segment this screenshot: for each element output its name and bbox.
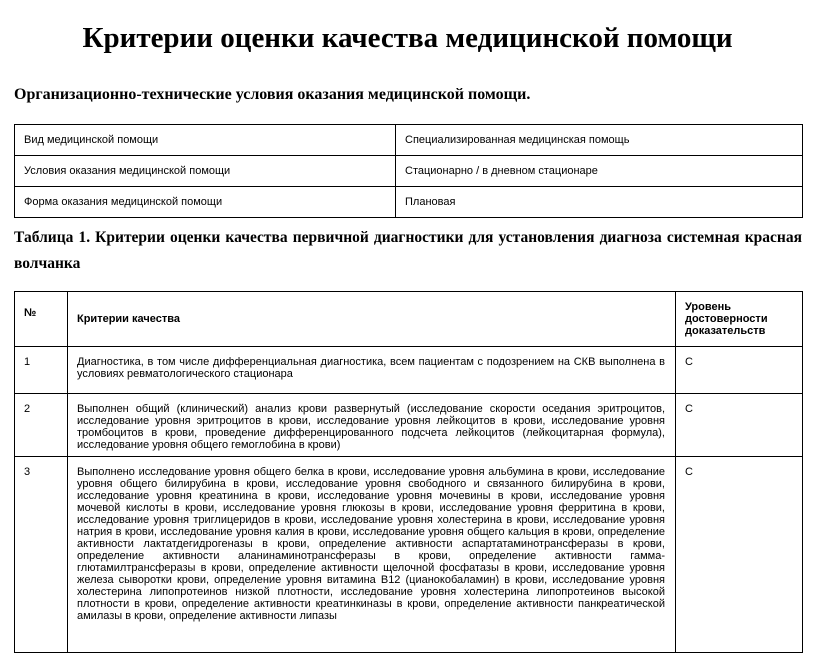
conditions-row — [15, 187, 803, 218]
conditions-value: Специализированная медицинская помощь — [396, 125, 803, 156]
table-row — [15, 347, 803, 394]
conditions-label: Форма оказания медицинской помощи — [15, 187, 396, 218]
conditions-label: Условия оказания медицинской помощи — [15, 156, 396, 187]
row-evidence-level: С — [676, 457, 803, 653]
row-criteria-text: Выполнено исследование уровня общего белка в крови, исследование уровня альбумина в крови, исследование уровня общего билирубина в крови, исследование уровня свободного и связанного билирубина в крови, исследование уровня креатинина в крови, исследование уровня мочевины в крови, исследование уровня мочевой кислоты в крови, исследование уровня глюкозы в крови, исследование уровня ферритина в крови, исследование уровня триглицеридов в крови, исследование уровня холестерина в крови, исследование уровня натрия в крови, исследование уровня калия в крови, исследование уровня общего кальция в крови, определение активности лактатдегидрогеназы в крови, определение активности аспартатаминотрансферазы в крови, определение активности аланинаминотрансферазы в крови, определение активности гамма-глютамилтрансферазы в крови, определение активности щелочной фосфатазы в крови, исследование уровня железа сыворотки крови, определение уровня витамина В12 (цианокобаламин) в крови, исследование уровня холестерина липопротеинов низкой плотности, исследование уровня холестерина липопротеинов высокой плотности в крови, определение активности креатинкиназы в крови, определение активности панкреатической амилазы в крови, определение активности липазы — [68, 457, 676, 653]
header-number: № — [15, 292, 68, 347]
conditions-label: Вид медицинской помощи — [15, 125, 396, 156]
header-evidence-level: Уровень достоверности доказательств — [676, 292, 803, 347]
row-evidence-level: С — [676, 394, 803, 457]
conditions-table — [14, 124, 803, 218]
table-row — [15, 394, 803, 457]
conditions-value: Стационарно / в дневном стационаре — [396, 156, 803, 187]
row-number: 3 — [15, 457, 68, 653]
row-number: 2 — [15, 394, 68, 457]
conditions-row — [15, 125, 803, 156]
table-header-row — [15, 292, 803, 347]
header-criteria: Критерии качества — [68, 292, 676, 347]
row-number: 1 — [15, 347, 68, 394]
section-subtitle: Организационно-технические условия оказания медицинской помощи. — [14, 86, 531, 103]
table-row — [15, 457, 803, 653]
table-caption: Таблица 1. Критерии оценки качества первичной диагностики для установления диагноза системная красная волчанка — [14, 229, 802, 272]
row-criteria-text: Выполнен общий (клинический) анализ крови развернутый (исследование скорости оседания эритроцитов, исследование уровня эритроцитов в крови, исследование уровня лейкоцитов в крови, исследование уровня тромбоцитов в крови, проведение дифференцированного подсчета лейкоцитов (лейкоцитарная формула), исследование уровня общего гемоглобина в крови) — [68, 394, 676, 457]
conditions-row — [15, 156, 803, 187]
row-evidence-level: С — [676, 347, 803, 394]
criteria-table — [14, 291, 803, 653]
row-criteria-text: Диагностика, в том числе дифференциальная диагностика, всем пациентам с подозрением на СКВ выполнена в условиях ревматологического стационара — [68, 347, 676, 394]
conditions-value: Плановая — [396, 187, 803, 218]
page-title: Критерии оценки качества медицинской помощи — [82, 22, 733, 54]
